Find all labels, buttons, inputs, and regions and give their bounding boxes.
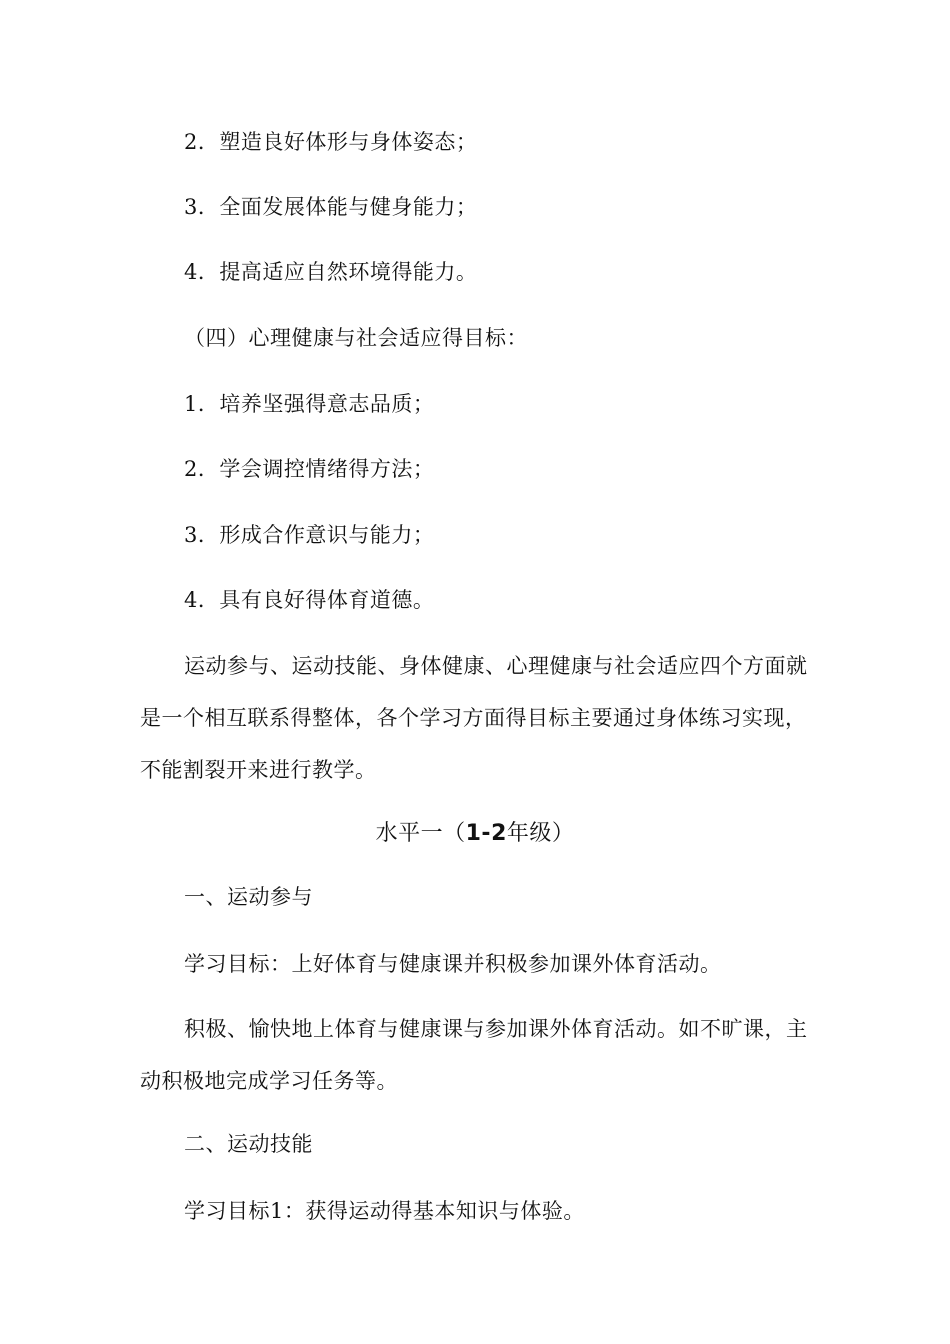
list-item: 4．提高适应自然环境得能力。	[184, 260, 478, 284]
part-title: 一、运动参与	[184, 885, 313, 909]
level-heading-suffix: 年级）	[506, 821, 575, 846]
goal-description: 积极、愉快地上体育与健康课与参加课外体育活动。如不旷课，主动积极地完成学习任务等。	[140, 1017, 808, 1093]
section-title: （四）心理健康与社会适应得目标：	[184, 326, 528, 350]
summary-paragraph: 运动参与、运动技能、身体健康、心理健康与社会适应四个方面就是一个相互联系得整体，各个学习方面得目标主要通过身体练习实现，不能割裂开来进行教学。	[140, 654, 808, 782]
list-item: 3．形成合作意识与能力；	[184, 523, 435, 547]
list-item: 4．具有良好得体育道德。	[184, 588, 435, 612]
level-heading-prefix: 水平一（	[375, 821, 466, 846]
list-item: 2．学会调控情绪得方法；	[184, 457, 435, 481]
learning-goal: 学习目标1：获得运动得基本知识与体验。	[184, 1199, 585, 1223]
list-item: 1．培养坚强得意志品质；	[184, 392, 435, 416]
level-heading-grades: 1-2	[465, 821, 507, 846]
learning-goal: 学习目标：上好体育与健康课并积极参加课外体育活动。	[184, 952, 722, 976]
level-heading	[0, 818, 950, 850]
part-title: 二、运动技能	[184, 1132, 313, 1156]
list-item: 3．全面发展体能与健身能力；	[184, 195, 478, 219]
list-item: 2．塑造良好体形与身体姿态；	[184, 130, 478, 154]
